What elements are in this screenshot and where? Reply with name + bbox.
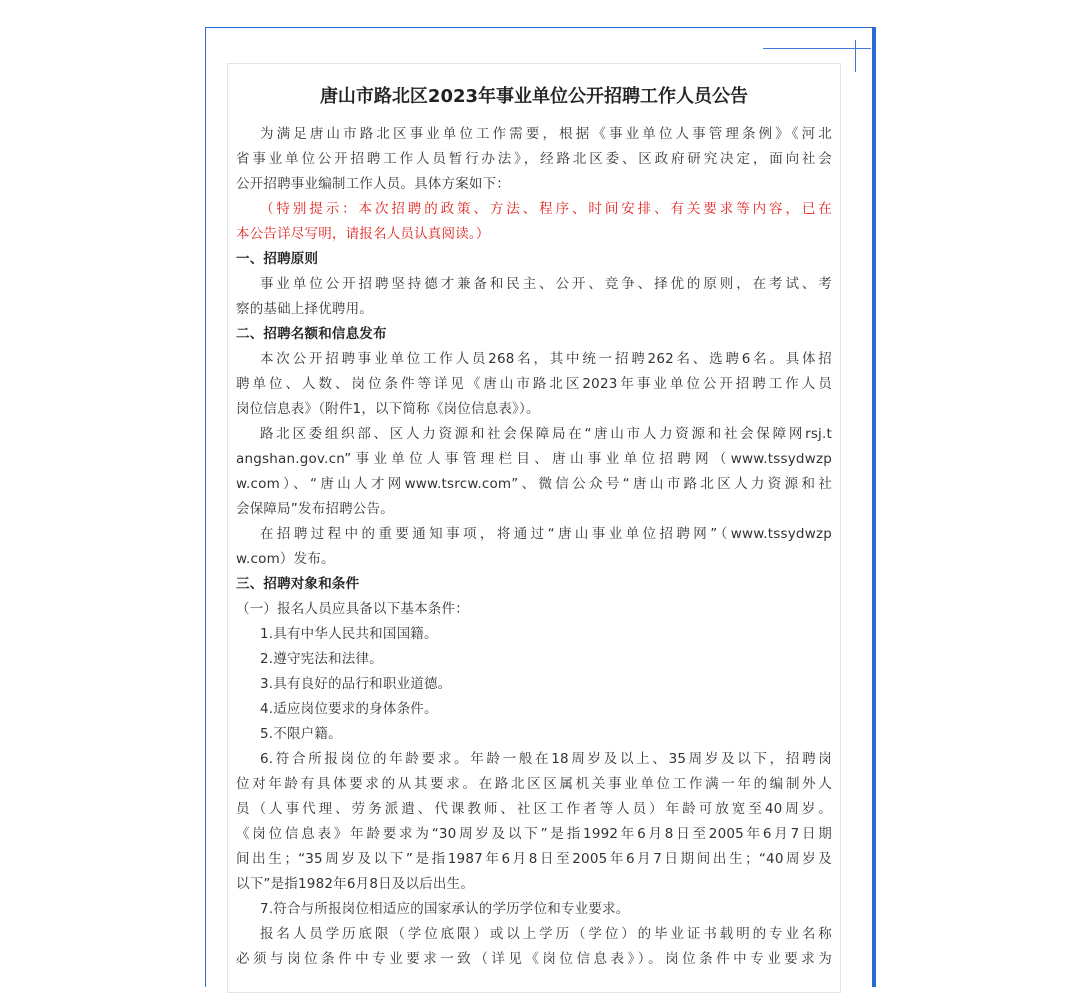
paragraph-line: 本次公开招聘事业单位工作人员268名，其中统一招聘262名、选聘6名。具体招 (260, 351, 832, 367)
section-heading: 二、招聘名额和信息发布 (236, 326, 387, 342)
paragraph-line: 公开招聘事业编制工作人员。具体方案如下： (236, 176, 510, 192)
subsection-heading: （一）报名人员应具备以下基本条件： (236, 601, 469, 617)
section-heading: 三、招聘对象和条件 (236, 576, 360, 592)
list-item: 1.具有中华人民共和国国籍。 (260, 626, 438, 642)
list-item: 4.适应岗位要求的身体条件。 (260, 701, 438, 717)
paragraph-line: 察的基础上择优聘用。 (236, 301, 373, 317)
paragraph-line: angshan.gov.cn”事业单位人事管理栏目、唐山事业单位招聘网（www.tssydwzp (236, 451, 832, 467)
paragraph-line: 事业单位公开招聘坚持德才兼备和民主、公开、竞争、择优的原则，在考试、考 (260, 276, 832, 292)
paragraph-line: 以下”是指1982年6月8日及以后出生。 (236, 876, 475, 892)
paragraph-line: 间出生；“35周岁及以下”是指1987年6月8日至2005年6月7日期间出生；“40周岁及 (236, 851, 832, 867)
paragraph-line: 为满足唐山市路北区事业单位工作需要，根据《事业单位人事管理条例》《河北 (260, 126, 832, 142)
paragraph-line: 位对年龄有具体要求的从其要求。在路北区区属机关事业单位工作满一年的编制外人 (236, 776, 832, 792)
list-item: 2.遵守宪法和法律。 (260, 651, 383, 667)
paragraph-line: 路北区委组织部、区人力资源和社会保障局在“唐山市人力资源和社会保障网rsj.t (260, 426, 832, 442)
paragraph-line: 岗位信息表》（附件1，以下简称《岗位信息表》）。 (236, 401, 540, 417)
list-item: 3.具有良好的品行和职业道德。 (260, 676, 452, 692)
paragraph-line: 《岗位信息表》年龄要求为“30周岁及以下”是指1992年6月8日至2005年6月7日期 (236, 826, 832, 842)
paragraph-line: w.com）发布。 (236, 551, 335, 567)
list-item: 7.符合与所报岗位相适应的国家承认的学历学位和专业要求。 (260, 901, 630, 917)
article-title: 唐山市路北区2023年事业单位公开招聘工作人员公告 (319, 86, 749, 107)
corner-decoration-vertical (855, 40, 856, 72)
section-heading: 一、招聘原则 (236, 251, 319, 267)
paragraph-line: 报名人员学历底限（学位底限）或以上学历（学位）的毕业证书载明的专业名称 (260, 926, 832, 942)
paragraph-line: w.com）、“唐山人才网www.tsrcw.com”、微信公众号“唐山市路北区人力资源和社 (236, 476, 832, 492)
list-item: 6.符合所报岗位的年龄要求。年龄一般在18周岁及以上、35周岁及以下，招聘岗 (260, 751, 832, 767)
paragraph-line: 必须与岗位条件中专业要求一致（详见《岗位信息表》）。岗位条件中专业要求为 (236, 951, 832, 967)
notice-line: 本公告详尽写明，请报名人员认真阅读。） (236, 226, 490, 242)
paragraph-line: 员（人事代理、劳务派遣、代课教师、社区工作者等人员）年龄可放宽至40周岁。 (236, 801, 832, 817)
notice-line: （特别提示：本次招聘的政策、方法、程序、时间安排、有关要求等内容，已在 (260, 201, 832, 217)
paragraph-line: 省事业单位公开招聘工作人员暂行办法》，经路北区委、区政府研究决定，面向社会 (236, 151, 832, 167)
paragraph-line: 在招聘过程中的重要通知事项，将通过“唐山事业单位招聘网”（www.tssydwzp (260, 526, 832, 542)
paragraph-line: 聘单位、人数、岗位条件等详见《唐山市路北区2023年事业单位公开招聘工作人员 (236, 376, 832, 392)
paragraph-line: 会保障局”发布招聘公告。 (236, 501, 394, 517)
list-item: 5.不限户籍。 (260, 726, 342, 742)
